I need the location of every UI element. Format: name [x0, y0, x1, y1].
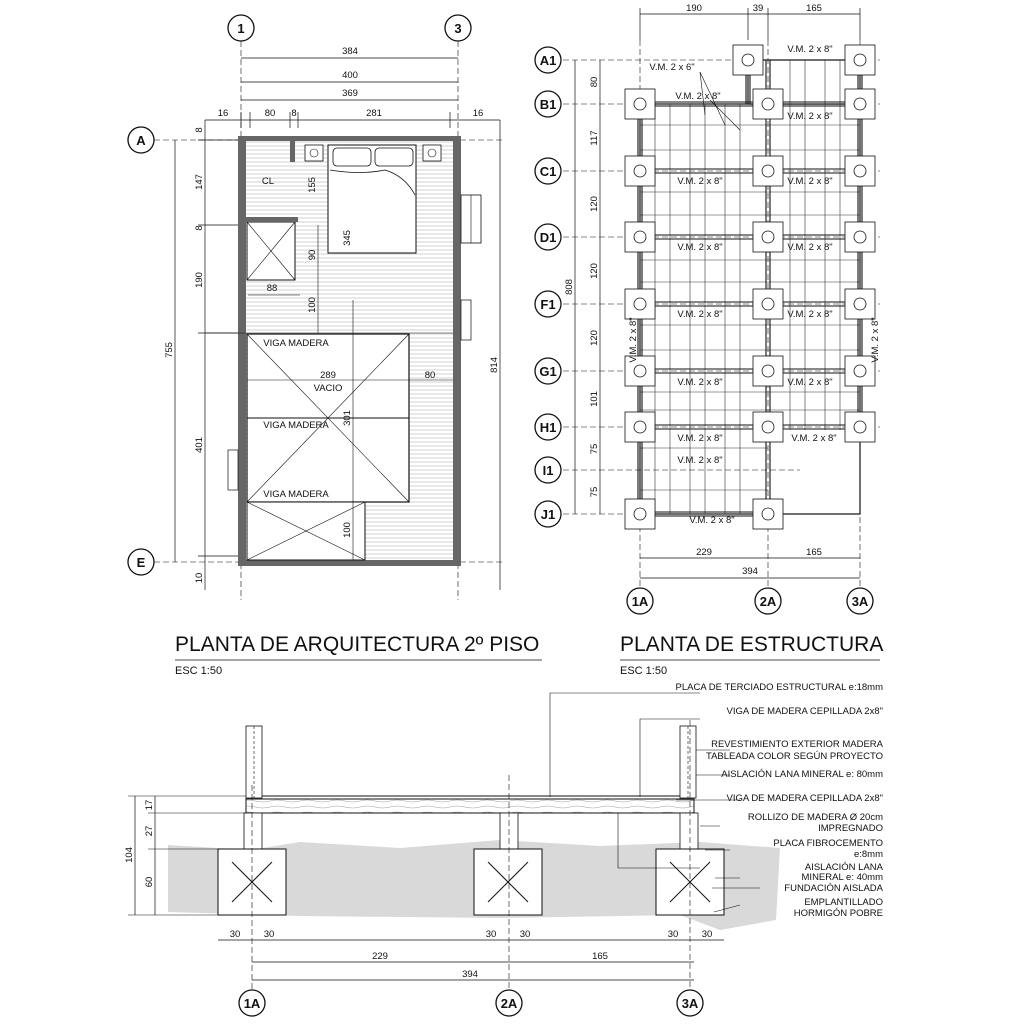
beam-label-2: VIGA MADERA — [263, 420, 329, 431]
sdim-165: 165 — [806, 3, 822, 14]
note-log-2: IMPREGNADO — [818, 823, 883, 834]
sdim-row-1: 80 — [589, 76, 600, 88]
row-a1: A1 — [539, 53, 557, 68]
sdim-row-7: 75 — [589, 443, 600, 455]
closet-label: CL — [261, 176, 275, 187]
structure-plan-title: PLANTA DE ESTRUCTURA — [620, 633, 884, 656]
note-lean-concrete-2: HORMIGÓN POBRE — [793, 908, 883, 919]
sec-dim-104: 104 — [124, 847, 135, 863]
row-b1: B1 — [539, 97, 557, 112]
axis-label-3: 3 — [454, 21, 462, 36]
foundation-section — [128, 693, 780, 1016]
axis-label-a: A — [136, 133, 146, 148]
sdim-row-5: 120 — [589, 330, 600, 346]
beam-label-b1-left: V.M. 2 x 8" — [675, 91, 721, 102]
beam-label-f1-right: V.M. 2 x 8" — [787, 309, 833, 320]
note-cladding-2: TABLEADA COLOR SEGÚN PROYECTO — [705, 751, 883, 762]
sdim-190: 190 — [686, 3, 702, 14]
dim-369: 369 — [342, 88, 358, 99]
beam-label-j1: V.M. 2 x 8" — [689, 515, 735, 526]
sdim-165b: 165 — [806, 547, 822, 558]
sec-axis-3a: 3A — [681, 996, 699, 1011]
dim-8: 8 — [291, 108, 297, 119]
note-insulation-80: AISLACIÓN LANA MINERAL e: 80mm — [721, 769, 883, 780]
sdim-row-3: 120 — [589, 196, 600, 212]
beam-label-2x6: V.M. 2 x 6" — [649, 62, 695, 73]
void-label: VACIO — [313, 383, 343, 394]
note-fibercement-2: e:8mm — [853, 849, 883, 860]
dim-345: 345 — [342, 230, 353, 246]
note-log-1: ROLLIZO DE MADERA Ø 20cm — [747, 812, 883, 823]
dim-401: 401 — [194, 437, 205, 453]
sec-dim-229: 229 — [372, 951, 388, 962]
dim-755: 755 — [164, 342, 175, 358]
beam-label-c1-right: V.M. 2 x 8" — [787, 176, 833, 187]
sec-dim-60: 60 — [144, 876, 155, 888]
note-fibercement-1: PLACA FIBROCEMENTO — [773, 838, 883, 849]
axis-label-e: E — [136, 555, 146, 570]
row-j1: J1 — [540, 507, 556, 522]
sec-dim-30-4: 30 — [519, 929, 531, 940]
dim-301: 301 — [342, 410, 353, 426]
beam-label-1: VIGA MADERA — [263, 338, 329, 349]
note-cladding-1: REVESTIMIENTO EXTERIOR MADERA — [711, 739, 883, 750]
dim-289: 289 — [320, 370, 336, 381]
sdim-row-6: 101 — [589, 391, 600, 407]
beam-label-g1-right: V.M. 2 x 8" — [787, 377, 833, 388]
beam-label-i1: V.M. 2 x 8" — [677, 455, 723, 466]
axis-label-1: 1 — [237, 21, 245, 36]
row-f1: F1 — [540, 297, 556, 312]
col-3a: 3A — [851, 594, 869, 609]
sec-dim-30-6: 30 — [701, 929, 713, 940]
note-beam-1: VIGA DE MADERA CEPILLADA 2x8" — [726, 706, 883, 717]
beam-label-3: VIGA MADERA — [263, 489, 329, 500]
row-h1: H1 — [539, 420, 557, 435]
sdim-808: 808 — [564, 279, 575, 295]
dim-814: 814 — [489, 357, 500, 373]
beam-label-d1-right: V.M. 2 x 8" — [787, 242, 833, 253]
dim-88: 88 — [266, 283, 278, 294]
beam-label-1a: V.M. 2 x 8" — [628, 317, 639, 363]
sdim-row-2: 117 — [589, 130, 600, 146]
note-lean-concrete-1: EMPLANTILLADO — [804, 897, 883, 908]
beam-label-3a: V.M. 2 x 8" — [870, 317, 881, 363]
sec-dim-30-2: 30 — [263, 929, 275, 940]
arch-plan-scale: ESC 1:50 — [175, 665, 223, 677]
note-beam-2: VIGA DE MADERA CEPILLADA 2x8" — [726, 793, 883, 804]
dim-147: 147 — [194, 174, 205, 190]
sec-dim-30-3: 30 — [485, 929, 497, 940]
dim-190: 190 — [194, 272, 205, 288]
beam-label-b1-right: V.M. 2 x 8" — [787, 111, 833, 122]
dim-10: 10 — [194, 572, 205, 584]
sdim-394: 394 — [742, 566, 758, 577]
dim-100-lower: 100 — [342, 522, 353, 538]
beam-label-h1-right: V.M. 2 x 8" — [791, 433, 837, 444]
note-insulation-40-1: AISLACIÓN LANA — [804, 862, 883, 873]
dim-400: 400 — [342, 70, 358, 81]
structure-plan-scale: ESC 1:50 — [620, 665, 668, 677]
dim-16-left: 16 — [217, 108, 229, 119]
beam-label-g1-left: V.M. 2 x 8" — [677, 377, 723, 388]
row-d1: D1 — [539, 230, 557, 245]
sdim-row-4: 120 — [589, 263, 600, 279]
dim-v8b: 8 — [194, 225, 205, 231]
sec-dim-30-5: 30 — [667, 929, 679, 940]
row-i1: I1 — [542, 463, 554, 478]
beam-label-c1-left: V.M. 2 x 8" — [677, 176, 723, 187]
note-plywood: PLACA DE TERCIADO ESTRUCTURAL e:18mm — [675, 682, 883, 693]
col-2a: 2A — [759, 594, 777, 609]
dim-80: 80 — [264, 108, 276, 119]
sec-dim-30-1: 30 — [229, 929, 241, 940]
sdim-229: 229 — [696, 547, 712, 558]
dim-281: 281 — [366, 108, 382, 119]
sdim-39: 39 — [752, 3, 764, 14]
dim-16-right: 16 — [472, 108, 484, 119]
sec-axis-2a: 2A — [500, 996, 518, 1011]
sec-dim-17: 17 — [144, 799, 155, 811]
sec-dim-394: 394 — [462, 969, 478, 980]
dim-100-upper: 100 — [307, 297, 318, 313]
beam-label-a1: V.M. 2 x 8" — [787, 44, 833, 55]
row-g1: G1 — [539, 364, 557, 379]
dim-384: 384 — [342, 46, 358, 57]
sec-dim-165: 165 — [592, 951, 608, 962]
sec-dim-27: 27 — [144, 825, 155, 837]
sdim-row-8: 75 — [589, 486, 600, 498]
note-insulation-40-2: MINERAL e: 40mm — [801, 872, 883, 883]
dim-90: 90 — [307, 249, 318, 261]
dim-155: 155 — [307, 177, 318, 193]
dim-80-right: 80 — [424, 370, 436, 381]
row-c1: C1 — [539, 164, 557, 179]
beam-label-h1-left: V.M. 2 x 8" — [677, 433, 723, 444]
sec-axis-1a: 1A — [243, 996, 261, 1011]
note-footing: FUNDACIÓN AISLADA — [784, 883, 883, 894]
dim-v8: 8 — [194, 127, 205, 133]
col-1a: 1A — [631, 594, 649, 609]
beam-label-d1-left: V.M. 2 x 8" — [677, 242, 723, 253]
beam-label-f1-left: V.M. 2 x 8" — [677, 309, 723, 320]
arch-plan-title: PLANTA DE ARQUITECTURA 2º PISO — [175, 633, 540, 656]
